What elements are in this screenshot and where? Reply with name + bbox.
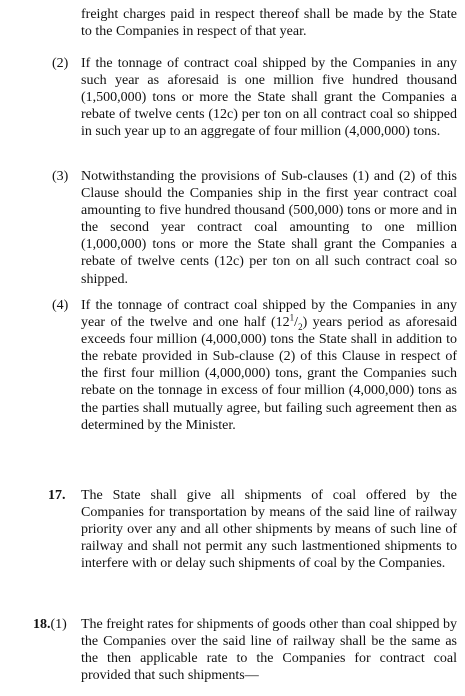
clause-18-subnumber: (1) bbox=[50, 617, 67, 632]
fraction-numerator: 1 bbox=[289, 312, 295, 323]
clause-18-main-number: 18. bbox=[33, 617, 51, 632]
clause-18-text: The freight rates for shipments of goods other than coal shipped by the Companies over the said line of railway shall be the same as the then applicable rate to the Companies for contract coal provided that such shipments— bbox=[81, 617, 457, 684]
subclause-2-number: (2) bbox=[52, 56, 69, 71]
fraction-one-half: $^1/_2$ bbox=[289, 312, 303, 332]
subclause-3-text: Notwithstanding the provisions of Sub-clauses (1) and (2) of this Clause should the Companies ship in the first year contract coal amounting to five hundred thousand (500,000) tons or more and in the second year contract coal amounting to one million (1,000,000) tons or more the State shall grant the Companies a rebate of twelve cents (12c) per ton on all such contract coal so shipped. bbox=[81, 169, 457, 287]
subclause-4-text bbox=[81, 297, 457, 434]
clause-17-text: The State shall give all shipments of coal offered by the Companies for transportation by means of the said line of railway priority over any and all other shipments by means of such line of railway and shall not permit any such lastmentioned shipments to interfere with or delay such shipments of coal by the Companies. bbox=[81, 488, 457, 572]
subclause-4-number: (4) bbox=[52, 298, 69, 313]
continuation-text: freight charges paid in respect thereof shall be made by the State to the Companies in respect of that year. bbox=[81, 7, 457, 40]
subclause-2-text: If the tonnage of contract coal shipped by the Companies in any such year as aforesaid is one million five hundred thousand (1,500,000) tons or more the State shall grant the Companies a rebate of twelve cents (12c) per ton on all contract coal so shipped in such year up to an aggregate of four million (4,000,000) tons. bbox=[81, 56, 457, 140]
clause-18-number bbox=[33, 616, 67, 633]
fraction-denominator: 2 bbox=[298, 321, 303, 332]
subclause-3-number: (3) bbox=[52, 169, 69, 184]
clause-17-number: 17. bbox=[48, 488, 66, 503]
subclause-4-text-after: ) years period as aforesaid exceeds four million (4,000,000) tons the State shall in addition to the rebate provided in Sub-clause (2) of this Clause in respect of the first four million (4,000,000) tons, grant the Companies such rebate on the tonnage in excess of four million (4,000,000) tons as the parties shall mutually agree, but failing such agreement then as determined by the Minister. bbox=[81, 315, 457, 433]
subclause-4-text-before: If the tonnage of contract coal shipped by the Companies in any year of the twelve and one half (12 bbox=[81, 298, 457, 331]
